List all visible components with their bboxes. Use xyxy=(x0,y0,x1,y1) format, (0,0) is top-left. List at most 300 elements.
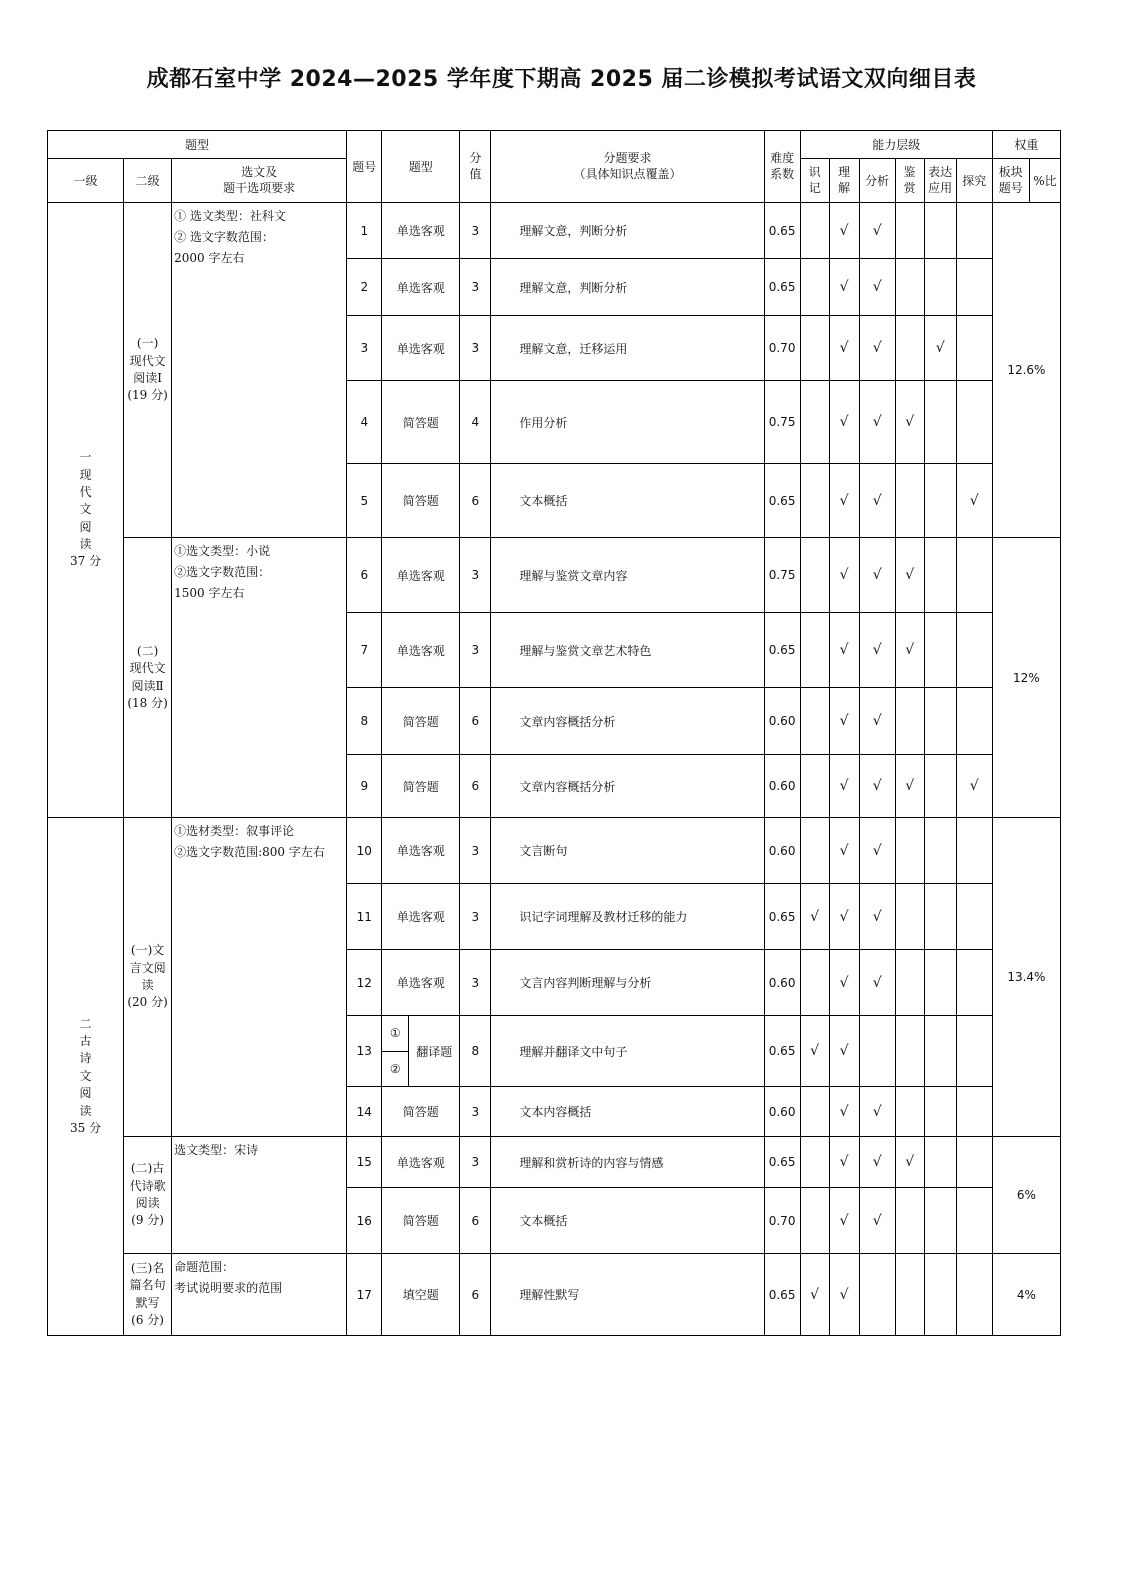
ability-memorize-cell xyxy=(800,538,829,613)
question-number: 4 xyxy=(347,381,382,464)
level1-ancient-reading-line: 35 分 xyxy=(69,1120,102,1135)
ability-memorize-cell xyxy=(800,884,829,950)
ability-understand-cell xyxy=(829,884,859,950)
ability-understand-cell xyxy=(829,688,859,755)
question-score: 6 xyxy=(460,464,491,538)
weight-a3: 4% xyxy=(992,1254,1060,1336)
ability-analyze-cell xyxy=(859,818,895,884)
question-difficulty: 0.75 xyxy=(764,381,800,464)
check-mark-icon: √ xyxy=(969,492,979,509)
question-requirement: 文言内容判断理解与分析 xyxy=(491,950,764,1016)
level1-ancient-reading-line: 文 xyxy=(79,1068,92,1083)
ability-memorize-cell xyxy=(800,950,829,1016)
question-number: 2 xyxy=(347,259,382,316)
check-mark-icon: √ xyxy=(839,1286,849,1303)
check-mark-icon: √ xyxy=(905,567,915,583)
question-difficulty: 0.70 xyxy=(764,316,800,381)
ability-appreciate-cell xyxy=(895,818,924,884)
header-score: 分 值 xyxy=(460,131,491,203)
check-mark-icon: √ xyxy=(839,222,849,239)
question-row xyxy=(48,538,1061,613)
check-mark-icon: √ xyxy=(872,222,882,239)
question-type: 简答题 xyxy=(382,464,460,538)
question-requirement: 文本概括 xyxy=(491,1188,764,1254)
ability-explore-cell xyxy=(956,613,992,688)
question-row xyxy=(48,1137,1061,1188)
ability-memorize-cell xyxy=(800,613,829,688)
header-row-1 xyxy=(48,131,1061,159)
header-ability-explore: 探究 xyxy=(956,159,992,203)
selection-modern-reading-1-line: ② 选文字数范围： xyxy=(174,230,274,244)
level1-ancient-reading xyxy=(48,818,124,1336)
check-mark-icon: √ xyxy=(872,842,882,859)
header-percent: %比 xyxy=(1029,159,1060,203)
level2-ancient-poetry-line: 阅读 xyxy=(135,1196,160,1210)
level2-modern-reading-2-line: (18 分) xyxy=(127,695,168,710)
header-level-2: 二级 xyxy=(124,159,172,203)
header-ability-apply: 表达 应用 xyxy=(924,159,956,203)
ability-apply-cell xyxy=(924,316,956,381)
question-type: 简答题 xyxy=(382,1087,460,1137)
check-mark-icon: √ xyxy=(839,1212,849,1229)
ability-analyze-cell xyxy=(859,203,895,259)
ability-analyze-cell xyxy=(859,1137,895,1188)
question-score: 6 xyxy=(460,755,491,818)
check-mark-icon: √ xyxy=(839,1043,849,1059)
question-row xyxy=(48,818,1061,884)
ability-appreciate-cell xyxy=(895,203,924,259)
question-score: 6 xyxy=(460,688,491,755)
ability-apply-cell xyxy=(924,1254,956,1336)
question-type: 简答题 xyxy=(382,688,460,755)
question-type: 简答题 xyxy=(382,755,460,818)
ability-apply-cell xyxy=(924,381,956,464)
check-mark-icon: √ xyxy=(872,1212,882,1229)
ability-understand-cell xyxy=(829,1137,859,1188)
question-difficulty: 0.75 xyxy=(764,538,800,613)
ability-explore-cell xyxy=(956,1137,992,1188)
selection-famous-lines-line: 考试说明要求的范围 xyxy=(174,1281,283,1295)
question-score: 3 xyxy=(460,950,491,1016)
ability-apply-cell xyxy=(924,538,956,613)
header-question-number: 题号 xyxy=(347,131,382,203)
ability-understand-cell xyxy=(829,538,859,613)
ability-memorize-cell xyxy=(800,1016,829,1087)
ability-apply-cell xyxy=(924,464,956,538)
question-difficulty: 0.65 xyxy=(764,884,800,950)
header-selection: 选文及 题干选项要求 xyxy=(172,159,347,203)
ability-analyze-cell xyxy=(859,464,895,538)
ability-appreciate-cell xyxy=(895,884,924,950)
ability-understand-cell xyxy=(829,203,859,259)
check-mark-icon: √ xyxy=(839,492,849,509)
question-row xyxy=(48,1254,1061,1336)
ability-memorize-cell xyxy=(800,1254,829,1336)
level1-modern-reading-line: 37 分 xyxy=(69,554,102,569)
level1-modern-reading-line: 现 xyxy=(79,467,92,482)
ability-apply-cell xyxy=(924,1016,956,1087)
check-mark-icon: √ xyxy=(872,414,882,430)
check-mark-icon: √ xyxy=(969,778,979,794)
question-number: 5 xyxy=(347,464,382,538)
ability-memorize-cell xyxy=(800,1137,829,1188)
level2-modern-reading-1-line: (19 分) xyxy=(127,388,168,403)
check-mark-icon: √ xyxy=(839,340,849,356)
question-difficulty: 0.60 xyxy=(764,950,800,1016)
ability-explore-cell xyxy=(956,688,992,755)
question-requirement: 理解文意，判断分析 xyxy=(491,203,764,259)
question-requirement: 理解并翻译文中句子 xyxy=(491,1016,764,1087)
selection-modern-reading-2-line: 1500 字左右 xyxy=(174,586,245,600)
level1-ancient-reading-line: 读 xyxy=(79,1103,92,1118)
ability-analyze-cell xyxy=(859,613,895,688)
ability-memorize-cell xyxy=(800,203,829,259)
ability-analyze-cell xyxy=(859,1087,895,1137)
check-mark-icon: √ xyxy=(872,279,882,295)
weight-m2: 12% xyxy=(992,538,1060,818)
level1-ancient-reading-line: 古 xyxy=(79,1034,92,1049)
header-difficulty: 难度 系数 xyxy=(764,131,800,203)
question-type: 单选客观 xyxy=(382,884,460,950)
question-type: 单选客观 xyxy=(382,203,460,259)
weight-a1: 13.4% xyxy=(992,818,1060,1137)
ability-memorize-cell xyxy=(800,259,829,316)
level1-modern-reading xyxy=(48,203,124,818)
question-requirement: 文本概括 xyxy=(491,464,764,538)
question-type xyxy=(382,1016,460,1087)
ability-understand-cell xyxy=(829,316,859,381)
question-type: 单选客观 xyxy=(382,316,460,381)
level2-classical-chinese-line: (一)文 xyxy=(130,943,165,958)
level1-ancient-reading-line: 诗 xyxy=(79,1051,92,1066)
question-score: 3 xyxy=(460,1087,491,1137)
ability-analyze-cell xyxy=(859,259,895,316)
question-number: 17 xyxy=(347,1254,382,1336)
ability-memorize-cell xyxy=(800,1188,829,1254)
question-difficulty: 0.60 xyxy=(764,688,800,755)
question-requirement: 理解性默写 xyxy=(491,1254,764,1336)
weight-m1: 12.6% xyxy=(992,203,1060,538)
question-difficulty: 0.65 xyxy=(764,1137,800,1188)
level2-famous-lines xyxy=(124,1254,172,1336)
question-difficulty: 0.65 xyxy=(764,259,800,316)
check-mark-icon: √ xyxy=(872,713,882,729)
ability-apply-cell xyxy=(924,818,956,884)
weight-a2: 6% xyxy=(992,1137,1060,1254)
header-ability-levels: 能力层级 xyxy=(800,131,992,159)
question-requirement: 理解和赏析诗的内容与情感 xyxy=(491,1137,764,1188)
ability-explore-cell xyxy=(956,1254,992,1336)
check-mark-icon: √ xyxy=(872,1154,882,1170)
ability-appreciate-cell xyxy=(895,538,924,613)
check-mark-icon: √ xyxy=(839,1154,849,1170)
question-score: 3 xyxy=(460,613,491,688)
question-row xyxy=(48,203,1061,259)
ability-understand-cell xyxy=(829,464,859,538)
question-number: 12 xyxy=(347,950,382,1016)
ability-memorize-cell xyxy=(800,381,829,464)
ability-analyze-cell xyxy=(859,755,895,818)
question-type: 填空题 xyxy=(382,1254,460,1336)
q13-sub-item-2: ② xyxy=(382,1051,409,1086)
level1-modern-reading-line: 文 xyxy=(79,502,92,517)
check-mark-icon: √ xyxy=(872,340,882,356)
ability-appreciate-cell xyxy=(895,381,924,464)
question-number: 10 xyxy=(347,818,382,884)
ability-apply-cell xyxy=(924,755,956,818)
question-difficulty: 0.70 xyxy=(764,1188,800,1254)
question-type: 单选客观 xyxy=(382,1137,460,1188)
check-mark-icon: √ xyxy=(935,340,945,356)
selection-classical-chinese-line: ②选文字数范围:800 字左右 xyxy=(174,845,325,859)
ability-apply-cell xyxy=(924,613,956,688)
header-level-1: 一级 xyxy=(48,159,124,203)
level2-modern-reading-1-line: 现代文 xyxy=(129,353,166,368)
check-mark-icon: √ xyxy=(872,492,882,509)
selection-modern-reading-2-line: ①选文类型：小说 xyxy=(174,544,271,558)
page-title: 成都石室中学 2024—2025 学年度下期高 2025 届二诊模拟考试语文双向细目表 xyxy=(146,67,977,92)
check-mark-icon: √ xyxy=(872,567,882,583)
q13-sub-item-1: ① xyxy=(382,1016,409,1051)
selection-classical-chinese xyxy=(172,818,347,1137)
question-type: 单选客观 xyxy=(382,538,460,613)
check-mark-icon: √ xyxy=(839,414,849,430)
level2-modern-reading-2-line: 现代文 xyxy=(129,661,166,676)
check-mark-icon: √ xyxy=(839,713,849,729)
ability-explore-cell xyxy=(956,538,992,613)
level2-modern-reading-1-line: 阅读Ⅰ xyxy=(133,371,162,385)
level1-ancient-reading-line: 二 xyxy=(79,1016,92,1031)
question-requirement: 理解文意，迁移运用 xyxy=(491,316,764,381)
selection-famous-lines-line: 命题范围： xyxy=(174,1260,235,1274)
check-mark-icon: √ xyxy=(872,1103,882,1120)
selection-modern-reading-2-line: ②选文字数范围： xyxy=(174,565,271,579)
selection-famous-lines xyxy=(172,1254,347,1336)
level2-classical-chinese-line: (20 分) xyxy=(127,995,168,1010)
question-score: 8 xyxy=(460,1016,491,1087)
check-mark-icon: √ xyxy=(872,974,882,991)
ability-understand-cell xyxy=(829,1188,859,1254)
level2-classical-chinese xyxy=(124,818,172,1137)
ability-apply-cell xyxy=(924,259,956,316)
question-requirement: 文章内容概括分析 xyxy=(491,688,764,755)
check-mark-icon: √ xyxy=(839,842,849,859)
question-requirement: 文言断句 xyxy=(491,818,764,884)
ability-memorize-cell xyxy=(800,688,829,755)
check-mark-icon: √ xyxy=(810,1043,820,1059)
ability-appreciate-cell xyxy=(895,755,924,818)
question-requirement: 理解与鉴赏文章内容 xyxy=(491,538,764,613)
ability-analyze-cell xyxy=(859,381,895,464)
ability-apply-cell xyxy=(924,1188,956,1254)
question-type: 单选客观 xyxy=(382,613,460,688)
question-type: 简答题 xyxy=(382,1188,460,1254)
question-number: 13 xyxy=(347,1016,382,1087)
level1-modern-reading-line: 阅 xyxy=(79,519,92,534)
question-number: 11 xyxy=(347,884,382,950)
ability-analyze-cell xyxy=(859,950,895,1016)
ability-explore-cell xyxy=(956,818,992,884)
question-difficulty: 0.65 xyxy=(764,1016,800,1087)
header-requirement: 分题要求 （具体知识点覆盖） xyxy=(491,131,764,203)
ability-understand-cell xyxy=(829,259,859,316)
check-mark-icon: √ xyxy=(905,642,915,658)
level2-modern-reading-1-line: (一) xyxy=(136,336,159,351)
selection-classical-chinese-line: ①选材类型：叙事评论 xyxy=(174,824,295,838)
header-weight: 权重 xyxy=(992,131,1060,159)
ability-understand-cell xyxy=(829,755,859,818)
ability-appreciate-cell xyxy=(895,1016,924,1087)
question-score: 6 xyxy=(460,1254,491,1336)
selection-ancient-poetry-line: 选文类型：宋诗 xyxy=(174,1143,259,1157)
question-score: 6 xyxy=(460,1188,491,1254)
level2-classical-chinese-line: 言文阅 xyxy=(129,960,166,975)
question-difficulty: 0.65 xyxy=(764,203,800,259)
level2-classical-chinese-line: 读 xyxy=(141,978,154,992)
check-mark-icon: √ xyxy=(905,414,915,430)
ability-understand-cell xyxy=(829,1016,859,1087)
question-score: 4 xyxy=(460,381,491,464)
ability-analyze-cell xyxy=(859,538,895,613)
q13-subtable xyxy=(382,1016,459,1086)
question-score: 3 xyxy=(460,1137,491,1188)
header-ability-memorize: 识 记 xyxy=(800,159,829,203)
question-score: 3 xyxy=(460,259,491,316)
selection-modern-reading-1-line: 2000 字左右 xyxy=(174,251,245,265)
header-block-number: 板块 题号 xyxy=(992,159,1029,203)
level1-modern-reading-line: 读 xyxy=(79,537,92,552)
question-score: 3 xyxy=(460,538,491,613)
ability-explore-cell xyxy=(956,755,992,818)
ability-understand-cell xyxy=(829,1087,859,1137)
ability-explore-cell xyxy=(956,381,992,464)
question-type: 单选客观 xyxy=(382,950,460,1016)
level2-famous-lines-line: 默写 xyxy=(135,1295,160,1310)
ability-analyze-cell xyxy=(859,316,895,381)
ability-analyze-cell xyxy=(859,688,895,755)
ability-memorize-cell xyxy=(800,316,829,381)
question-difficulty: 0.65 xyxy=(764,1254,800,1336)
ability-apply-cell xyxy=(924,203,956,259)
question-difficulty: 0.60 xyxy=(764,755,800,818)
ability-apply-cell xyxy=(924,1137,956,1188)
selection-ancient-poetry xyxy=(172,1137,347,1254)
question-difficulty: 0.65 xyxy=(764,464,800,538)
check-mark-icon: √ xyxy=(810,1286,820,1303)
ability-memorize-cell xyxy=(800,1087,829,1137)
level1-modern-reading-line: 代 xyxy=(79,484,92,499)
level1-modern-reading-line: 一 xyxy=(79,450,92,465)
ability-explore-cell xyxy=(956,1087,992,1137)
check-mark-icon: √ xyxy=(810,908,820,925)
selection-modern-reading-1 xyxy=(172,203,347,538)
check-mark-icon: √ xyxy=(839,279,849,295)
ability-explore-cell xyxy=(956,1188,992,1254)
ability-memorize-cell xyxy=(800,464,829,538)
ability-analyze-cell xyxy=(859,884,895,950)
ability-memorize-cell xyxy=(800,755,829,818)
ability-appreciate-cell xyxy=(895,464,924,538)
q13-type: 翻译题 xyxy=(416,1044,453,1059)
question-number: 3 xyxy=(347,316,382,381)
question-number: 16 xyxy=(347,1188,382,1254)
level2-famous-lines-line: (三)名 xyxy=(130,1260,165,1275)
ability-understand-cell xyxy=(829,613,859,688)
ability-apply-cell xyxy=(924,688,956,755)
ability-apply-cell xyxy=(924,884,956,950)
level2-famous-lines-line: 篇名句 xyxy=(129,1278,166,1293)
question-difficulty: 0.60 xyxy=(764,818,800,884)
question-number: 9 xyxy=(347,755,382,818)
ability-explore-cell xyxy=(956,1016,992,1087)
ability-analyze-cell xyxy=(859,1016,895,1087)
question-number: 14 xyxy=(347,1087,382,1137)
header-ability-understand: 理 解 xyxy=(829,159,859,203)
header-question-type: 题型 xyxy=(382,131,460,203)
question-difficulty: 0.60 xyxy=(764,1087,800,1137)
level2-ancient-poetry-line: (9 分) xyxy=(131,1213,164,1228)
level2-ancient-poetry xyxy=(124,1137,172,1254)
question-number: 7 xyxy=(347,613,382,688)
question-difficulty: 0.65 xyxy=(764,613,800,688)
check-mark-icon: √ xyxy=(872,642,882,658)
level2-modern-reading-1 xyxy=(124,203,172,538)
question-score: 3 xyxy=(460,203,491,259)
ability-explore-cell xyxy=(956,259,992,316)
ability-explore-cell xyxy=(956,316,992,381)
question-requirement: 理解与鉴赏文章艺术特色 xyxy=(491,613,764,688)
question-score: 3 xyxy=(460,884,491,950)
ability-appreciate-cell xyxy=(895,259,924,316)
check-mark-icon: √ xyxy=(872,908,882,925)
check-mark-icon: √ xyxy=(905,778,915,794)
ability-understand-cell xyxy=(829,1254,859,1336)
level2-ancient-poetry-line: 代诗歌 xyxy=(129,1178,166,1193)
question-requirement: 识记字词理解及教材迁移的能力 xyxy=(491,884,764,950)
header-ability-appreciate: 鉴 赏 xyxy=(895,159,924,203)
specification-table xyxy=(47,130,1061,1336)
question-requirement: 理解文意，判断分析 xyxy=(491,259,764,316)
question-requirement: 文章内容概括分析 xyxy=(491,755,764,818)
ability-appreciate-cell xyxy=(895,1137,924,1188)
question-number: 1 xyxy=(347,203,382,259)
ability-apply-cell xyxy=(924,1087,956,1137)
check-mark-icon: √ xyxy=(905,1154,915,1170)
ability-explore-cell xyxy=(956,884,992,950)
ability-analyze-cell xyxy=(859,1188,895,1254)
ability-appreciate-cell xyxy=(895,688,924,755)
check-mark-icon: √ xyxy=(839,778,849,794)
selection-modern-reading-1-line: ① 选文类型：社科文 xyxy=(174,209,286,223)
level2-modern-reading-2 xyxy=(124,538,172,818)
level2-modern-reading-2-line: (二) xyxy=(136,643,159,658)
check-mark-icon: √ xyxy=(872,778,882,794)
ability-explore-cell xyxy=(956,950,992,1016)
ability-understand-cell xyxy=(829,950,859,1016)
check-mark-icon: √ xyxy=(839,908,849,925)
question-number: 8 xyxy=(347,688,382,755)
header-tixing-group: 题型 xyxy=(48,131,347,159)
header-ability-analyze: 分析 xyxy=(859,159,895,203)
level2-ancient-poetry-line: (二)古 xyxy=(130,1161,165,1176)
ability-appreciate-cell xyxy=(895,1087,924,1137)
question-type: 单选客观 xyxy=(382,818,460,884)
question-type: 单选客观 xyxy=(382,259,460,316)
question-requirement: 文本内容概括 xyxy=(491,1087,764,1137)
ability-understand-cell xyxy=(829,818,859,884)
ability-appreciate-cell xyxy=(895,613,924,688)
ability-explore-cell xyxy=(956,464,992,538)
